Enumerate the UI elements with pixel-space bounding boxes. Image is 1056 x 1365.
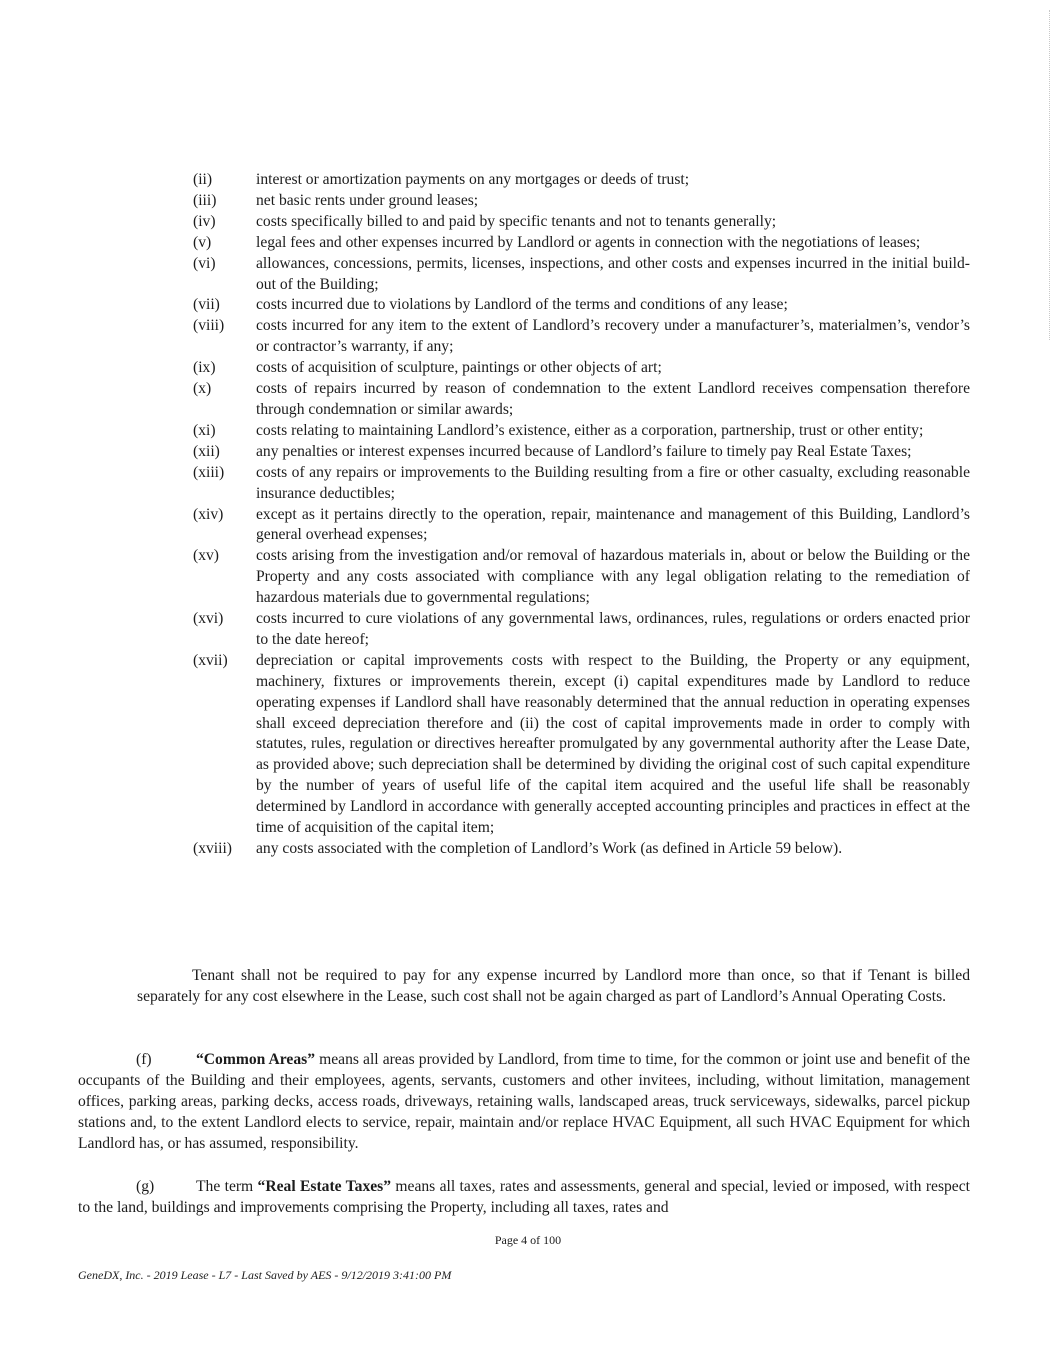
document-footer-meta: GeneDX, Inc. - 2019 Lease - L7 - Last Saved by AES - 9/12/2019 3:41:00 PM — [78, 1268, 452, 1282]
list-item-number: (viii) — [193, 317, 225, 335]
list-item-number: (v) — [193, 233, 212, 251]
list-item — [193, 295, 970, 316]
list-item-text: any costs associated with the completion of Landlord’s Work (as defined in Article 59 below). — [256, 840, 843, 857]
list-item-number: (xiv) — [193, 505, 224, 523]
section-g-text: means all taxes, rates and assessments, general and special, levied or imposed, with respect to the land, buildings and improvements comprising the Property, including all taxes, rates and — [78, 1178, 970, 1216]
list-item-number: (iii) — [193, 191, 217, 209]
list-item-number: (xiii) — [193, 463, 225, 481]
list-item-text: costs of any repairs or improvements to the Building resulting from a fire or other casualty, excluding reasonable insurance deductibles; — [256, 463, 970, 502]
list-item — [193, 212, 970, 233]
list-item — [193, 233, 970, 254]
list-item — [193, 505, 970, 547]
list-item — [193, 463, 970, 505]
list-item-text: costs of repairs incurred by reason of condemnation to the extent Landlord receives compensation therefore through condemnation or similar awards; — [256, 380, 970, 418]
list-item-text: legal fees and other expenses incurred by Landlord or agents in connection with the negotiations of leases; — [256, 233, 921, 251]
list-item-number: (xii) — [193, 442, 220, 460]
list-item-number: (ii) — [193, 171, 213, 188]
list-item-text: costs of acquisition of sculpture, paintings or other objects of art; — [256, 359, 662, 377]
list-item — [193, 442, 970, 463]
exclusion-list — [193, 170, 970, 860]
list-item-number: (xvii) — [193, 651, 228, 669]
list-item — [193, 421, 970, 442]
list-item-text: interest or amortization payments on any mortgages or deeds of trust; — [256, 171, 690, 188]
common-areas-term: “Common Areas” — [196, 1051, 316, 1068]
section-g-label: (g) — [136, 1178, 155, 1195]
list-item — [193, 170, 970, 191]
list-item-text: except as it pertains directly to the operation, repair, maintenance and management of this Building, Landlord’s general overhead expenses; — [256, 505, 970, 544]
list-item — [193, 379, 970, 421]
list-item-text: allowances, concessions, permits, licenses, inspections, and other costs and expenses incurred in the initial build-out of the Building; — [256, 254, 970, 293]
real-estate-taxes-term: “Real Estate Taxes” — [257, 1178, 392, 1195]
section-f-label: (f) — [136, 1051, 152, 1068]
list-item-number: (xviii) — [193, 840, 232, 857]
list-item-number: (x) — [193, 380, 212, 398]
list-item — [193, 316, 970, 358]
list-item — [193, 191, 970, 212]
list-item — [193, 839, 970, 860]
section-g-prefix: The term — [196, 1178, 258, 1195]
section-f-text: means all areas provided by Landlord, from time to time, for the common or joint use and benefit of the occupants of the Building and their employees, agents, servants, customers and other invitees, including, without limitation, management offices, parking areas, parking decks, access roads, driveways, retaining walls, landscaped areas, truck serviceways, sidewalks, parcel pickup stations and, to the extent Landlord elects to service, repair, maintain and/or replace HVAC Equipment, all such HVAC Equipment for which Landlord has, or has assumed, responsibility. — [78, 1051, 970, 1152]
list-item-number: (ix) — [193, 359, 216, 377]
list-item-number: (xv) — [193, 547, 219, 565]
list-item-number: (xi) — [193, 421, 216, 439]
list-item-text: costs specifically billed to and paid by specific tenants and not to tenants generally; — [256, 212, 777, 230]
list-item — [193, 358, 970, 379]
list-item-text: costs relating to maintaining Landlord’s existence, either as a corporation, partnership, trust or other entity; — [256, 421, 924, 439]
margin-marks — [1047, 10, 1050, 340]
section-f-paragraph — [78, 1050, 970, 1155]
page-number: Page 4 of 100 — [494, 1233, 562, 1247]
list-item — [193, 651, 970, 839]
tenant-paragraph: Tenant shall not be required to pay for any expense incurred by Landlord more than once, so that if Tenant is billed separately for any cost elsewhere in the Lease, such cost shall not be again charged as part of Landlord’s Annual Operating Costs. — [137, 967, 970, 1005]
list-item-text: costs incurred to cure violations of any governmental laws, ordinances, rules, regulations or orders enacted prior to the date hereof; — [256, 610, 970, 648]
list-item-text: costs incurred due to violations by Landlord of the terms and conditions of any lease; — [256, 296, 788, 314]
list-item-number: (vi) — [193, 254, 216, 272]
list-item-number: (xvi) — [193, 610, 224, 628]
list-item-text: costs incurred for any item to the extent of Landlord’s recovery under a manufacturer’s, materialmen’s, vendor’s or contractor’s warranty, if any; — [256, 317, 970, 356]
list-item-number: (iv) — [193, 212, 216, 230]
list-item-text: any penalties or interest expenses incurred because of Landlord’s failure to timely pay Real Estate Taxes; — [256, 442, 912, 460]
list-item — [193, 609, 970, 651]
list-item — [193, 546, 970, 609]
list-item-text: depreciation or capital improvements costs with respect to the Building, the Property or any equipment, machinery, fixtures or improvements therein, except (i) capital expenditures made by Landlord to reduce operating expenses if Landlord shall have reasonably determined that the annual reduction in operating expenses shall exceed depreciation therefore and (ii) the cost of capital improvements made in order to comply with statutes, rules, regulation or directives hereafter promulgated by any governmental authority after the Lease Date, as provided above; such depreciation shall be determined by dividing the original cost of such capital expenditure by the number of years of useful life of the capital item acquired and the useful life shall be reasonably determined by Landlord in accordance with generally accepted accounting principles and practices in effect at the time of acquisition of the capital item; — [256, 651, 970, 837]
list-item — [193, 254, 970, 296]
section-g-paragraph — [78, 1177, 970, 1219]
list-item-number: (vii) — [193, 296, 220, 314]
list-item-text: net basic rents under ground leases; — [256, 191, 479, 209]
list-item-text: costs arising from the investigation and/or removal of hazardous materials in, about or below the Building or the Property and any costs associated with compliance with any legal obligation relating to the remediation of hazardous materials due to governmental regulations; — [256, 547, 970, 607]
